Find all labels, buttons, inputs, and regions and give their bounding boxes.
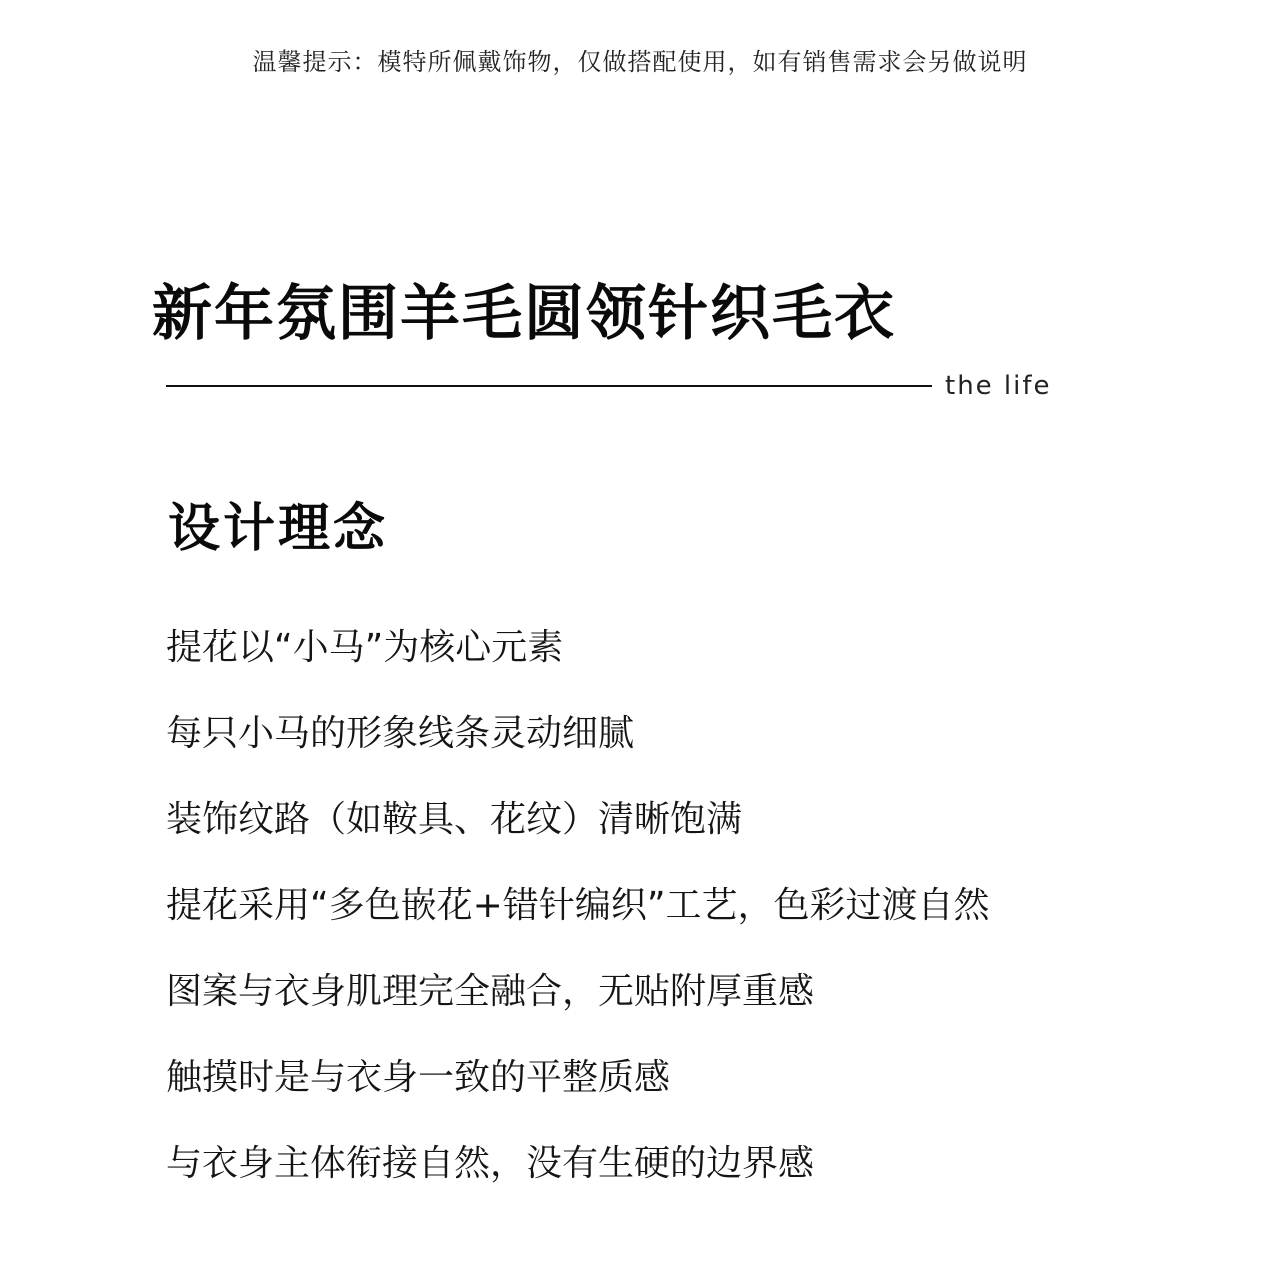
divider-line [166,385,932,387]
description-list [166,620,989,1222]
description-line: 与衣身主体衔接自然，没有生硬的边界感 [166,1143,815,1184]
divider-label: the life [945,371,1052,401]
section-heading: 设计理念 [168,499,389,559]
description-line: 装饰纹路（如鞍具、花纹）清晰饱满 [166,799,743,840]
notice-text: 温馨提示：模特所佩戴饰物，仅做搭配使用，如有销售需求会另做说明 [252,48,1028,76]
description-line: 提花以“小马”为核心元素 [166,627,564,668]
title-divider [166,366,1066,406]
page-title: 新年氛围羊毛圆领针织毛衣 [152,279,896,349]
description-line: 每只小马的形象线条灵动细腻 [166,713,635,754]
description-line: 触摸时是与衣身一致的平整质感 [166,1057,671,1098]
description-line: 图案与衣身肌理完全融合，无贴附厚重感 [166,971,815,1012]
description-line: 提花采用“多色嵌花+错针编织”工艺，色彩过渡自然 [166,885,990,926]
